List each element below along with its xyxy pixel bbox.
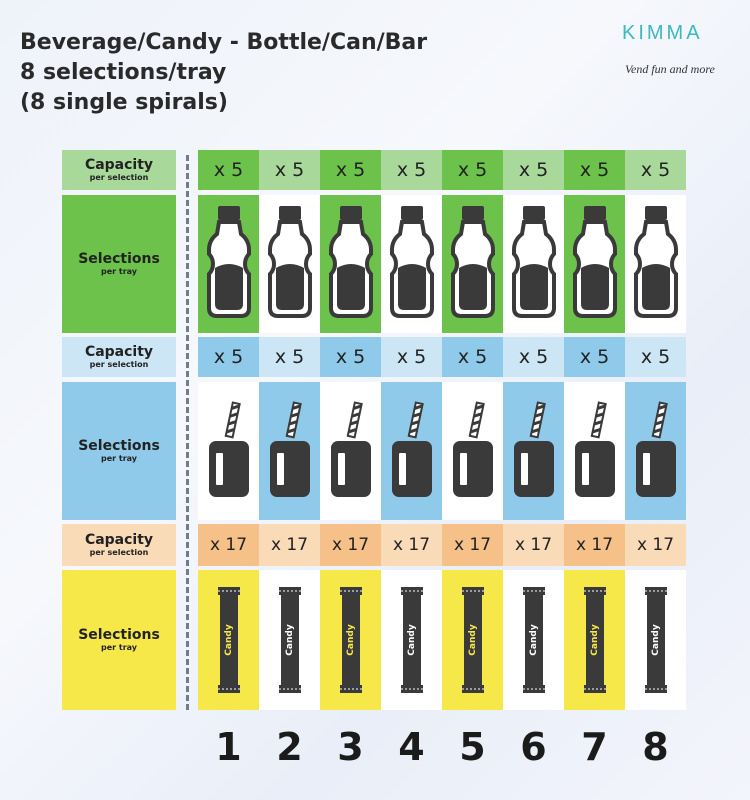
label-capacity-sub: per selection [89,548,149,557]
selection-cell [564,195,625,333]
capacity-cell [320,150,381,190]
capacity-cell [381,150,442,190]
can-icon [573,401,617,501]
bottle-icon [390,204,434,324]
capacity-value: x 5 [640,346,671,368]
capacity-value: x 5 [518,346,549,368]
candy-bar [523,585,545,695]
capacity-value: x 5 [213,159,244,181]
bottle-icon [268,204,312,324]
selection-cell [564,570,625,710]
selection-cell [625,382,686,520]
label-selections-text: Selections [78,438,160,454]
can-icon [512,401,556,501]
capacity-cell [503,524,564,566]
selection-cell [198,570,259,710]
label-capacity-sub: per selection [89,360,149,369]
selection-cell [259,195,320,333]
capacity-cell [442,150,503,190]
column-number: 2 [276,725,303,769]
candy-bar [584,585,606,695]
candy-bar [218,585,240,695]
capacity-cell [625,150,686,190]
column-number: 8 [642,725,669,769]
capacity-cell [503,150,564,190]
bottle-icon [573,204,617,324]
column-number: 4 [398,725,425,769]
column-number: 3 [337,725,364,769]
can-icon [268,401,312,501]
label-selections-text: Selections [78,627,160,643]
capacity-value: x 5 [579,159,610,181]
brand-logo: KIMMA [622,22,703,44]
capacity-value: x 5 [640,159,671,181]
selection-cell [320,570,381,710]
capacity-value: x 17 [575,535,614,555]
bottle-icon [512,204,556,324]
capacity-cell [198,524,259,566]
candy-bar [279,585,301,695]
capacity-cell [564,337,625,377]
selection-cell [442,195,503,333]
column-number: 1 [215,725,242,769]
candy-label: Candy [223,624,234,656]
capacity-value: x 17 [331,535,370,555]
candy-bar [462,585,484,695]
column-number: 5 [459,725,486,769]
label-selections [62,195,176,333]
candy-label: Candy [345,624,356,656]
bottle-icon [329,204,373,324]
selection-cell [442,382,503,520]
capacity-value: x 5 [518,159,549,181]
selection-cell [381,195,442,333]
capacity-cell [320,524,381,566]
capacity-cell [381,337,442,377]
selection-cell [320,195,381,333]
candy-bar [645,585,667,695]
selection-cell [198,195,259,333]
selection-cell [625,570,686,710]
candy-label: Candy [589,624,600,656]
selection-cell [259,570,320,710]
capacity-value: x 5 [457,346,488,368]
capacity-cell [564,150,625,190]
capacity-value: x 5 [274,346,305,368]
candy-label: Candy [467,624,478,656]
capacity-value: x 17 [392,535,431,555]
selection-cell [503,382,564,520]
capacity-value: x 5 [579,346,610,368]
bottle-icon [634,204,678,324]
capacity-value: x 5 [396,346,427,368]
bottle-icon [207,204,251,324]
selection-cell [503,195,564,333]
label-capacity-text: Capacity [84,532,154,548]
capacity-cell [259,337,320,377]
capacity-value: x 5 [457,159,488,181]
title-line-1: Beverage/Candy - Bottle/Can/Bar [20,30,428,55]
label-capacity [62,524,176,566]
capacity-value: x 5 [335,346,366,368]
capacity-value: x 5 [213,346,244,368]
label-selections [62,570,176,710]
selection-cell [625,195,686,333]
label-selections-sub: per tray [100,267,138,276]
label-capacity-sub: per selection [89,173,149,182]
column-number: 7 [581,725,608,769]
capacity-cell [259,150,320,190]
selection-cell [442,570,503,710]
can-icon [329,401,373,501]
capacity-value: x 17 [514,535,553,555]
label-selections [62,382,176,520]
capacity-cell [442,337,503,377]
capacity-cell [198,150,259,190]
selection-cell [198,382,259,520]
label-selections-sub: per tray [100,643,138,652]
capacity-cell [381,524,442,566]
page-title [20,28,427,118]
capacity-cell [320,337,381,377]
capacity-value: x 17 [453,535,492,555]
can-icon [634,401,678,501]
title-line-2: 8 selections/tray [20,60,227,85]
brand-tagline: Vend fun and more [625,62,715,76]
capacity-cell [503,337,564,377]
capacity-value: x 5 [335,159,366,181]
label-capacity [62,150,176,190]
label-capacity-text: Capacity [84,344,154,360]
label-selections-sub: per tray [100,454,138,463]
divider-dashed-line [186,155,189,710]
candy-label: Candy [650,624,661,656]
capacity-cell [198,337,259,377]
capacity-cell [625,337,686,377]
can-icon [451,401,495,501]
capacity-value: x 17 [636,535,675,555]
selection-cell [564,382,625,520]
capacity-value: x 17 [270,535,309,555]
capacity-cell [442,524,503,566]
selection-cell [503,570,564,710]
candy-label: Candy [528,624,539,656]
capacity-value: x 5 [274,159,305,181]
column-number: 6 [520,725,547,769]
candy-bar [340,585,362,695]
label-capacity [62,337,176,377]
capacity-cell [259,524,320,566]
selection-cell [320,382,381,520]
selection-cell [381,570,442,710]
title-line-3: (8 single spirals) [20,90,228,115]
can-icon [390,401,434,501]
candy-bar [401,585,423,695]
label-capacity-text: Capacity [84,157,154,173]
bottle-icon [451,204,495,324]
candy-label: Candy [406,624,417,656]
selection-cell [259,382,320,520]
label-selections-text: Selections [78,251,160,267]
capacity-cell [564,524,625,566]
can-icon [207,401,251,501]
capacity-value: x 17 [209,535,248,555]
capacity-cell [625,524,686,566]
capacity-value: x 5 [396,159,427,181]
selection-cell [381,382,442,520]
candy-label: Candy [284,624,295,656]
